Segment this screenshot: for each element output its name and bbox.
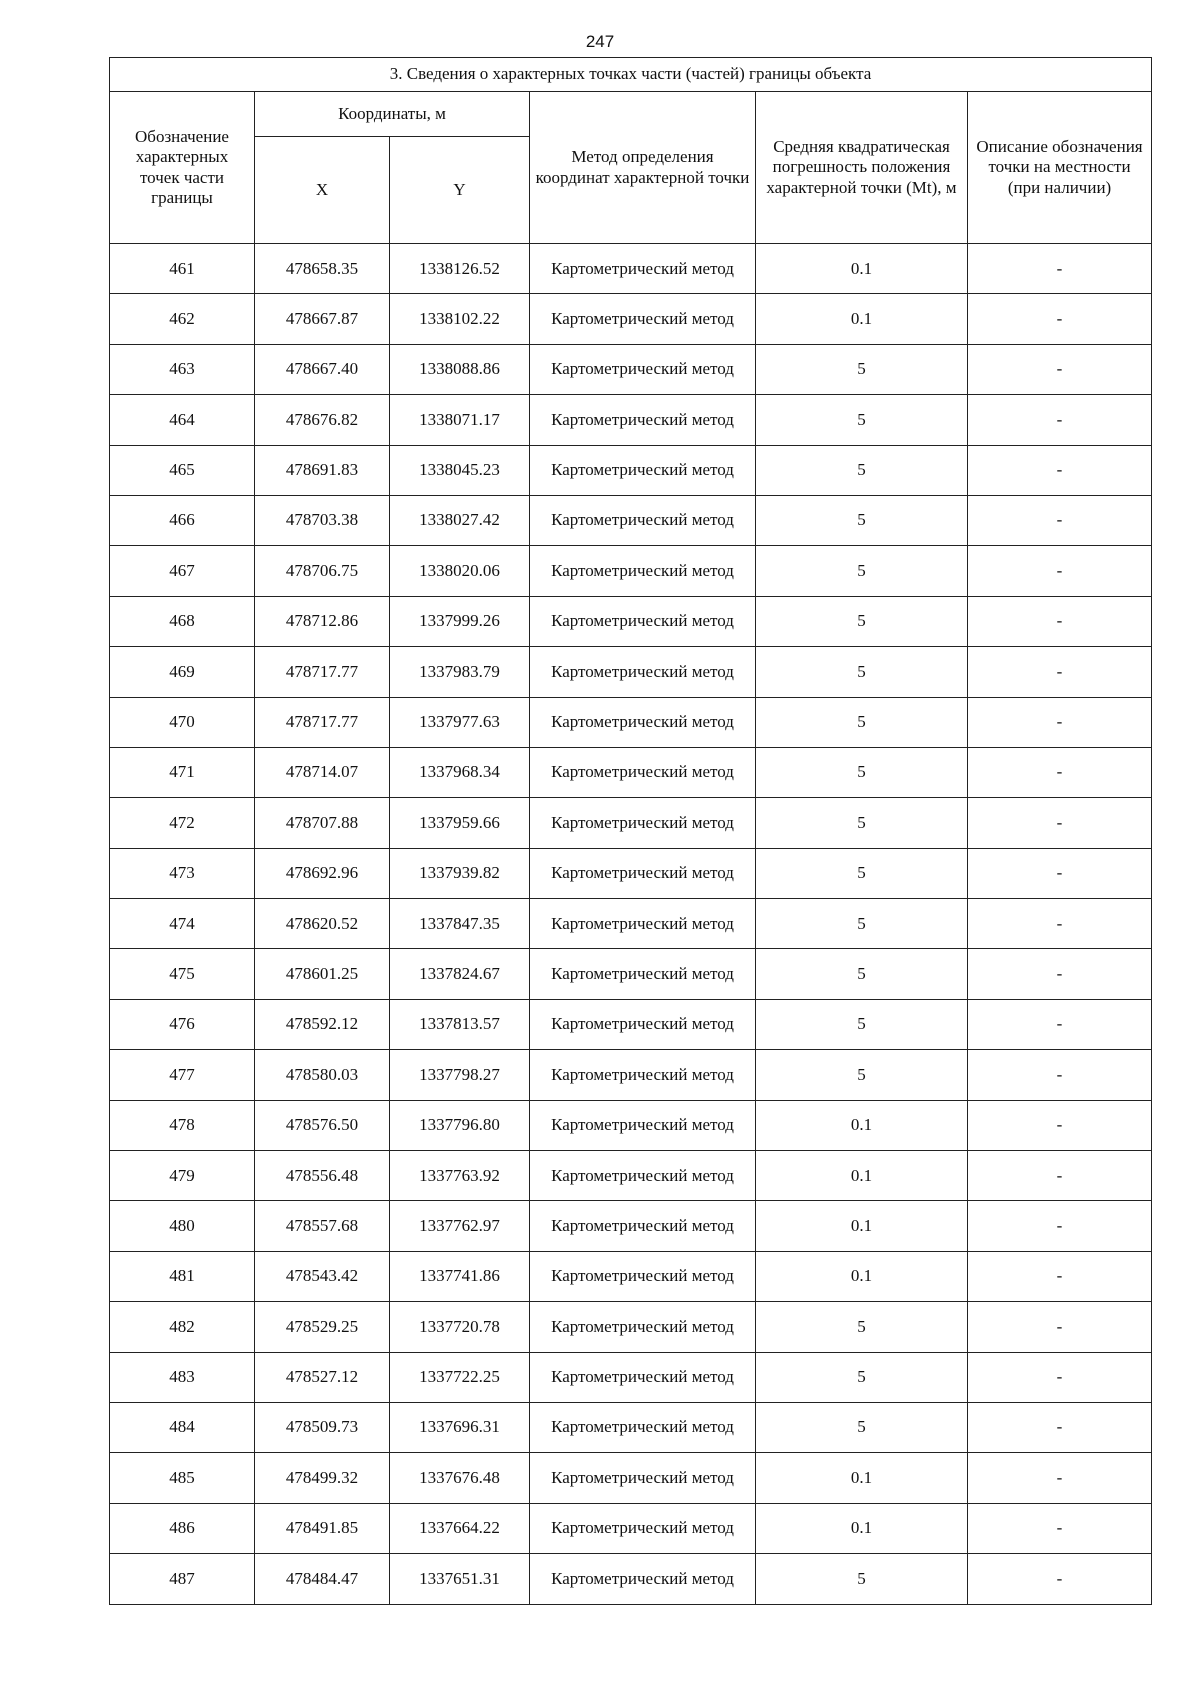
cell-point: 461 — [110, 244, 255, 294]
cell-description: - — [968, 798, 1152, 848]
table-row — [110, 697, 1152, 747]
cell-point: 463 — [110, 344, 255, 394]
cell-description: - — [968, 899, 1152, 949]
cell-point: 483 — [110, 1352, 255, 1402]
header-coordinates: Координаты, м — [255, 92, 530, 137]
cell-point: 480 — [110, 1201, 255, 1251]
cell-description: - — [968, 344, 1152, 394]
cell-method: Картометрический метод — [530, 899, 756, 949]
cell-description: - — [968, 1251, 1152, 1301]
table-row — [110, 1503, 1152, 1553]
table-row — [110, 1151, 1152, 1201]
cell-method: Картометрический метод — [530, 1100, 756, 1150]
cell-error: 0.1 — [756, 1100, 968, 1150]
cell-description: - — [968, 1453, 1152, 1503]
cell-method: Картометрический метод — [530, 1201, 756, 1251]
cell-y: 1337798.27 — [390, 1050, 530, 1100]
cell-x: 478592.12 — [255, 999, 390, 1049]
table-row — [110, 747, 1152, 797]
cell-y: 1337664.22 — [390, 1503, 530, 1553]
cell-y: 1338102.22 — [390, 294, 530, 344]
cell-error: 5 — [756, 546, 968, 596]
table-row — [110, 1453, 1152, 1503]
cell-description: - — [968, 445, 1152, 495]
header-error: Средняя квадратическая погрешность положения характерной точки (Mt), м — [756, 92, 968, 244]
cell-x: 478676.82 — [255, 395, 390, 445]
cell-method: Картометрический метод — [530, 1352, 756, 1402]
cell-y: 1337999.26 — [390, 596, 530, 646]
cell-error: 0.1 — [756, 294, 968, 344]
cell-x: 478527.12 — [255, 1352, 390, 1402]
cell-y: 1337824.67 — [390, 949, 530, 999]
cell-description: - — [968, 1100, 1152, 1150]
cell-description: - — [968, 647, 1152, 697]
cell-x: 478706.75 — [255, 546, 390, 596]
cell-point: 469 — [110, 647, 255, 697]
cell-description: - — [968, 546, 1152, 596]
cell-point: 474 — [110, 899, 255, 949]
cell-error: 5 — [756, 344, 968, 394]
cell-x: 478667.40 — [255, 344, 390, 394]
cell-description: - — [968, 1151, 1152, 1201]
table-row — [110, 495, 1152, 545]
cell-method: Картометрический метод — [530, 395, 756, 445]
cell-x: 478557.68 — [255, 1201, 390, 1251]
cell-description: - — [968, 1201, 1152, 1251]
cell-point: 472 — [110, 798, 255, 848]
table-row — [110, 244, 1152, 294]
cell-y: 1337763.92 — [390, 1151, 530, 1201]
cell-y: 1337983.79 — [390, 647, 530, 697]
table-row — [110, 1251, 1152, 1301]
cell-point: 471 — [110, 747, 255, 797]
cell-error: 5 — [756, 848, 968, 898]
cell-x: 478714.07 — [255, 747, 390, 797]
cell-y: 1337722.25 — [390, 1352, 530, 1402]
cell-x: 478712.86 — [255, 596, 390, 646]
cell-description: - — [968, 999, 1152, 1049]
cell-point: 465 — [110, 445, 255, 495]
cell-error: 5 — [756, 697, 968, 747]
cell-x: 478543.42 — [255, 1251, 390, 1301]
cell-y: 1338126.52 — [390, 244, 530, 294]
cell-x: 478717.77 — [255, 647, 390, 697]
cell-error: 5 — [756, 395, 968, 445]
cell-x: 478509.73 — [255, 1402, 390, 1452]
cell-error: 5 — [756, 1402, 968, 1452]
cell-error: 0.1 — [756, 1151, 968, 1201]
cell-x: 478576.50 — [255, 1100, 390, 1150]
cell-point: 478 — [110, 1100, 255, 1150]
cell-method: Картометрический метод — [530, 445, 756, 495]
cell-point: 485 — [110, 1453, 255, 1503]
table-row — [110, 1050, 1152, 1100]
cell-point: 468 — [110, 596, 255, 646]
page-number: 247 — [585, 32, 615, 51]
cell-method: Картометрический метод — [530, 244, 756, 294]
table-row — [110, 395, 1152, 445]
table-row — [110, 1302, 1152, 1352]
cell-error: 5 — [756, 596, 968, 646]
cell-method: Картометрический метод — [530, 1050, 756, 1100]
cell-method: Картометрический метод — [530, 848, 756, 898]
cell-method: Картометрический метод — [530, 647, 756, 697]
cell-point: 487 — [110, 1554, 255, 1604]
cell-x: 478692.96 — [255, 848, 390, 898]
cell-method: Картометрический метод — [530, 495, 756, 545]
cell-description: - — [968, 495, 1152, 545]
header-y: Y — [390, 137, 530, 244]
table-row — [110, 546, 1152, 596]
cell-description: - — [968, 596, 1152, 646]
cell-description: - — [968, 697, 1152, 747]
cell-description: - — [968, 294, 1152, 344]
cell-y: 1337651.31 — [390, 1554, 530, 1604]
table-row — [110, 1554, 1152, 1604]
cell-error: 0.1 — [756, 244, 968, 294]
header-description: Описание обозначения точки на местности (при наличии) — [968, 92, 1152, 244]
cell-method: Картометрический метод — [530, 798, 756, 848]
cell-error: 5 — [756, 1554, 968, 1604]
header-x: X — [255, 137, 390, 244]
cell-error: 5 — [756, 999, 968, 1049]
cell-y: 1337977.63 — [390, 697, 530, 747]
table-row — [110, 1352, 1152, 1402]
header-point: Обозначение характерных точек части границы — [110, 92, 255, 244]
cell-point: 482 — [110, 1302, 255, 1352]
table-row — [110, 344, 1152, 394]
cell-method: Картометрический метод — [530, 1251, 756, 1301]
table-title: 3. Сведения о характерных точках части (частей) границы объекта — [110, 58, 1152, 92]
table-row — [110, 1100, 1152, 1150]
cell-error: 5 — [756, 747, 968, 797]
cell-method: Картометрический метод — [530, 697, 756, 747]
cell-method: Картометрический метод — [530, 999, 756, 1049]
cell-x: 478620.52 — [255, 899, 390, 949]
cell-x: 478580.03 — [255, 1050, 390, 1100]
table-row — [110, 647, 1152, 697]
cell-point: 481 — [110, 1251, 255, 1301]
cell-point: 476 — [110, 999, 255, 1049]
cell-y: 1337676.48 — [390, 1453, 530, 1503]
cell-description: - — [968, 1352, 1152, 1402]
table-row — [110, 445, 1152, 495]
cell-point: 479 — [110, 1151, 255, 1201]
cell-method: Картометрический метод — [530, 949, 756, 999]
cell-x: 478491.85 — [255, 1503, 390, 1553]
cell-x: 478499.32 — [255, 1453, 390, 1503]
cell-method: Картометрический метод — [530, 1554, 756, 1604]
cell-error: 5 — [756, 899, 968, 949]
cell-point: 462 — [110, 294, 255, 344]
cell-x: 478601.25 — [255, 949, 390, 999]
cell-point: 470 — [110, 697, 255, 747]
cell-y: 1337813.57 — [390, 999, 530, 1049]
cell-y: 1337741.86 — [390, 1251, 530, 1301]
cell-description: - — [968, 1050, 1152, 1100]
cell-x: 478484.47 — [255, 1554, 390, 1604]
table-row — [110, 999, 1152, 1049]
cell-y: 1338071.17 — [390, 395, 530, 445]
cell-description: - — [968, 395, 1152, 445]
table-row — [110, 294, 1152, 344]
cell-method: Картометрический метод — [530, 1503, 756, 1553]
cell-y: 1338045.23 — [390, 445, 530, 495]
cell-error: 5 — [756, 1302, 968, 1352]
cell-point: 477 — [110, 1050, 255, 1100]
cell-x: 478556.48 — [255, 1151, 390, 1201]
cell-point: 484 — [110, 1402, 255, 1452]
cell-method: Картометрический метод — [530, 294, 756, 344]
cell-y: 1337696.31 — [390, 1402, 530, 1452]
cell-point: 467 — [110, 546, 255, 596]
table-row — [110, 848, 1152, 898]
cell-method: Картометрический метод — [530, 344, 756, 394]
cell-description: - — [968, 848, 1152, 898]
table-row — [110, 798, 1152, 848]
cell-y: 1337847.35 — [390, 899, 530, 949]
cell-x: 478667.87 — [255, 294, 390, 344]
cell-error: 0.1 — [756, 1201, 968, 1251]
cell-y: 1337720.78 — [390, 1302, 530, 1352]
cell-description: - — [968, 1402, 1152, 1452]
table-row — [110, 1402, 1152, 1452]
cell-point: 464 — [110, 395, 255, 445]
table-row — [110, 899, 1152, 949]
cell-error: 5 — [756, 1352, 968, 1402]
cell-error: 5 — [756, 1050, 968, 1100]
cell-x: 478707.88 — [255, 798, 390, 848]
cell-method: Картометрический метод — [530, 1151, 756, 1201]
cell-y: 1338088.86 — [390, 344, 530, 394]
cell-error: 0.1 — [756, 1503, 968, 1553]
table-row — [110, 949, 1152, 999]
cell-point: 475 — [110, 949, 255, 999]
cell-method: Картометрический метод — [530, 596, 756, 646]
cell-error: 5 — [756, 798, 968, 848]
cell-error: 5 — [756, 949, 968, 999]
header-method: Метод определения координат характерной точки — [530, 92, 756, 244]
cell-x: 478691.83 — [255, 445, 390, 495]
cell-error: 0.1 — [756, 1453, 968, 1503]
table-body — [110, 244, 1152, 1605]
cell-description: - — [968, 1503, 1152, 1553]
cell-y: 1337968.34 — [390, 747, 530, 797]
cell-error: 5 — [756, 495, 968, 545]
cell-y: 1337762.97 — [390, 1201, 530, 1251]
cell-description: - — [968, 244, 1152, 294]
cell-method: Картометрический метод — [530, 546, 756, 596]
cell-point: 486 — [110, 1503, 255, 1553]
cell-point: 473 — [110, 848, 255, 898]
cell-y: 1338027.42 — [390, 495, 530, 545]
table-row — [110, 596, 1152, 646]
cell-point: 466 — [110, 495, 255, 545]
cell-error: 5 — [756, 445, 968, 495]
cell-x: 478529.25 — [255, 1302, 390, 1352]
cell-description: - — [968, 1302, 1152, 1352]
cell-description: - — [968, 949, 1152, 999]
cell-error: 0.1 — [756, 1251, 968, 1301]
cell-y: 1337959.66 — [390, 798, 530, 848]
cell-method: Картометрический метод — [530, 747, 756, 797]
cell-y: 1338020.06 — [390, 546, 530, 596]
cell-y: 1337939.82 — [390, 848, 530, 898]
cell-method: Картометрический метод — [530, 1453, 756, 1503]
cell-error: 5 — [756, 647, 968, 697]
cell-method: Картометрический метод — [530, 1402, 756, 1452]
table-row — [110, 1201, 1152, 1251]
cell-method: Картометрический метод — [530, 1302, 756, 1352]
cell-x: 478658.35 — [255, 244, 390, 294]
characteristic-points-table — [109, 57, 1152, 1605]
cell-description: - — [968, 747, 1152, 797]
cell-x: 478717.77 — [255, 697, 390, 747]
cell-y: 1337796.80 — [390, 1100, 530, 1150]
cell-description: - — [968, 1554, 1152, 1604]
cell-x: 478703.38 — [255, 495, 390, 545]
